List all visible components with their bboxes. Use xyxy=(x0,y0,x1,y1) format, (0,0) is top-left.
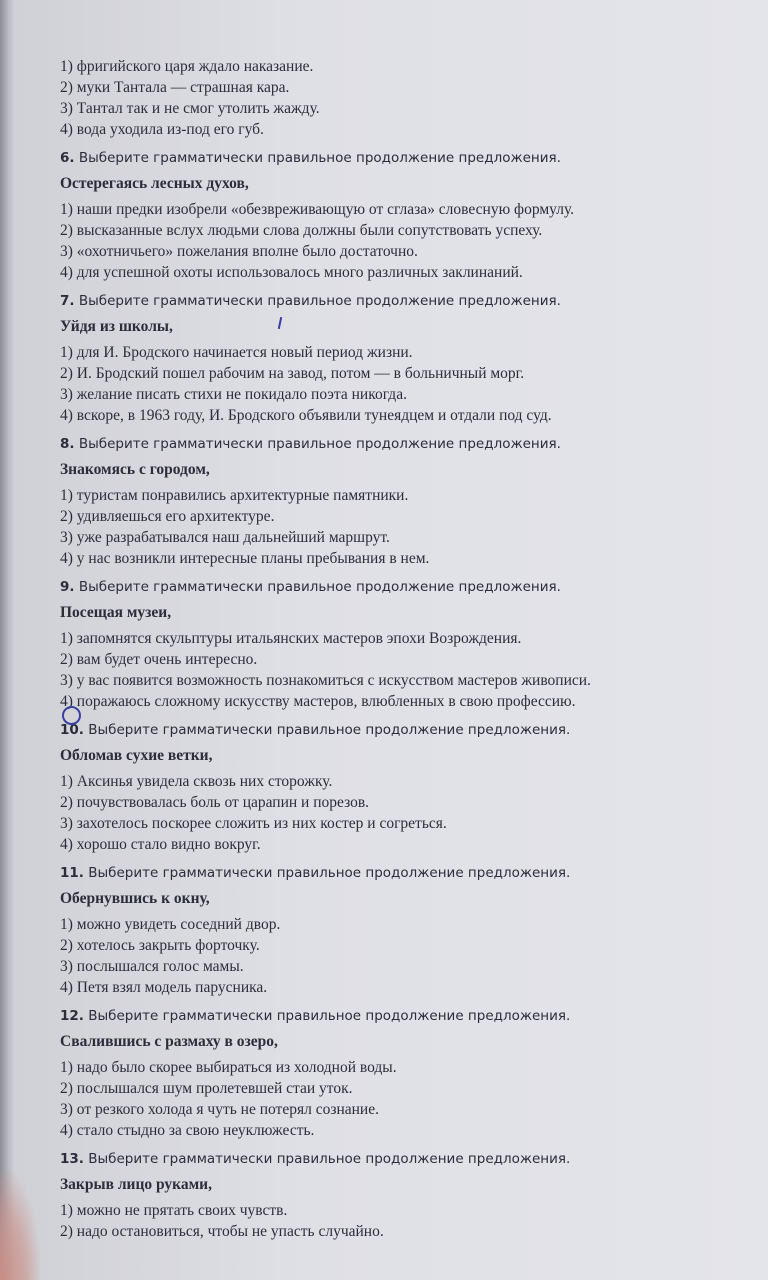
answer-options xyxy=(60,628,760,712)
task-text: Выберите грамматически правильное продолжение предложения. xyxy=(88,865,571,881)
answer-option: 3) уже разрабатывался наш дальнейший маршрут. xyxy=(60,529,390,546)
question-number: 6. xyxy=(60,150,75,166)
answer-option: 2) муки Тантала — страшная кара. xyxy=(60,79,290,96)
question-block xyxy=(60,150,760,283)
question-stem: Уйдя из школы, xyxy=(60,318,173,335)
answer-option: 4) хорошо стало видно вокруг. xyxy=(60,836,261,853)
answer-option: 1) можно не прятать своих чувств. xyxy=(60,1202,288,1219)
answer-options xyxy=(60,771,760,855)
task-text: Выберите грамматически правильное продолжение предложения. xyxy=(88,1151,571,1167)
question-task xyxy=(60,293,760,309)
answer-options xyxy=(60,485,760,569)
answer-option: 3) послышался голос мамы. xyxy=(60,958,244,975)
finger-edge xyxy=(0,1170,40,1280)
previous-question-options xyxy=(60,56,760,140)
answer-option: 3) «охотничьего» пожелания вполне было достаточно. xyxy=(60,243,418,260)
answer-option: 4) вскоре, в 1963 году, И. Бродского объявили тунеядцем и отдали под суд. xyxy=(60,407,552,424)
question-block xyxy=(60,722,760,855)
question-number: 7. xyxy=(60,293,75,309)
question-task xyxy=(60,579,760,595)
task-text: Выберите грамматически правильное продолжение предложения. xyxy=(78,150,561,166)
question-stem: Обернувшись к окну, xyxy=(60,890,210,907)
answer-options xyxy=(60,1200,760,1242)
task-text: Выберите грамматически правильное продолжение предложения. xyxy=(78,436,561,452)
answer-option: 3) желание писать стихи не покидало поэта никогда. xyxy=(60,386,407,403)
answer-option: 1) туристам понравились архитектурные памятники. xyxy=(60,487,409,504)
answer-options xyxy=(60,199,760,283)
answer-option: 2) почувствовалась боль от царапин и порезов. xyxy=(60,794,370,811)
answer-option: 2) удивляешься его архитектуре. xyxy=(60,508,275,525)
answer-option: 2) хотелось закрыть форточку. xyxy=(60,937,260,954)
question-number: 9. xyxy=(60,579,75,595)
question-block xyxy=(60,293,760,426)
answer-option: 4) поражаюсь сложному искусству мастеров, влюбленных в свою профессию. xyxy=(60,693,576,710)
textbook-page xyxy=(60,56,760,1242)
question-task xyxy=(60,1151,760,1167)
answer-option: 2) высказанные вслух людьми слова должны были сопутствовать успеху. xyxy=(60,222,543,239)
task-text: Выберите грамматически правильное продолжение предложения. xyxy=(88,1008,571,1024)
task-text: Выберите грамматически правильное продолжение предложения. xyxy=(88,722,571,738)
question-block xyxy=(60,579,760,712)
question-block xyxy=(60,1151,760,1242)
question-task xyxy=(60,722,760,738)
answer-option: 4) для успешной охоты использовалось много различных заклинаний. xyxy=(60,264,523,281)
question-block xyxy=(60,1008,760,1141)
answer-option: 1) для И. Бродского начинается новый период жизни. xyxy=(60,344,413,361)
question-number: 10. xyxy=(60,722,84,738)
question-task xyxy=(60,865,760,881)
answer-option: 2) надо остановиться, чтобы не упасть случайно. xyxy=(60,1223,384,1240)
answer-option: 4) у нас возникли интересные планы пребывания в нем. xyxy=(60,550,430,567)
question-number: 12. xyxy=(60,1008,84,1024)
question-block xyxy=(60,436,760,569)
question-number: 11. xyxy=(60,865,84,881)
question-number: 8. xyxy=(60,436,75,452)
answer-option: 1) запомнятся скульптуры итальянских мастеров эпохи Возрождения. xyxy=(60,630,522,647)
answer-options xyxy=(60,914,760,998)
answer-option: 4) стало стыдно за свою неуклюжесть. xyxy=(60,1122,315,1139)
question-stem: Знакомясь с городом, xyxy=(60,461,210,478)
answer-option: 1) наши предки изобрели «обезвреживающую от сглаза» словесную формулу. xyxy=(60,201,575,218)
answer-option: 3) Тантал так и не смог утолить жажду. xyxy=(60,100,320,117)
question-stem: Посещая музеи, xyxy=(60,604,172,621)
answer-option: 4) Петя взял модель парусника. xyxy=(60,979,268,996)
question-stem: Обломав сухие ветки, xyxy=(60,747,213,764)
answer-option: 3) захотелось поскорее сложить из них костер и согреться. xyxy=(60,815,447,832)
answer-option: 1) фригийского царя ждало наказание. xyxy=(60,58,314,75)
question-stem: Закрыв лицо руками, xyxy=(60,1176,212,1193)
question-stem: Остерегаясь лесных духов, xyxy=(60,175,249,192)
question-list xyxy=(60,150,760,1242)
task-text: Выберите грамматически правильное продолжение предложения. xyxy=(78,579,561,595)
answer-option: 2) послышался шум пролетевшей стаи уток. xyxy=(60,1080,353,1097)
answer-option: 1) Аксинья увидела сквозь них сторожку. xyxy=(60,773,333,790)
answer-option: 1) можно увидеть соседний двор. xyxy=(60,916,281,933)
question-stem: Свалившись с размаху в озеро, xyxy=(60,1033,278,1050)
answer-option: 4) вода уходила из-под его губ. xyxy=(60,121,264,138)
question-task xyxy=(60,150,760,166)
question-number: 13. xyxy=(60,1151,84,1167)
question-task xyxy=(60,1008,760,1024)
answer-circle-mark xyxy=(62,706,81,725)
answer-option: 3) от резкого холода я чуть не потерял сознание. xyxy=(60,1101,379,1118)
question-task xyxy=(60,436,760,452)
answer-option: 3) у вас появится возможность познакомиться с искусством мастеров живописи. xyxy=(60,672,591,689)
answer-options xyxy=(60,1057,760,1141)
answer-options xyxy=(60,342,760,426)
answer-option: 2) И. Бродский пошел рабочим на завод, потом — в больничный морг. xyxy=(60,365,525,382)
task-text: Выберите грамматически правильное продолжение предложения. xyxy=(78,293,561,309)
question-block xyxy=(60,865,760,998)
book-spine-shadow xyxy=(0,0,14,1280)
answer-option: 2) вам будет очень интересно. xyxy=(60,651,258,668)
answer-option: 1) надо было скорее выбираться из холодной воды. xyxy=(60,1059,397,1076)
